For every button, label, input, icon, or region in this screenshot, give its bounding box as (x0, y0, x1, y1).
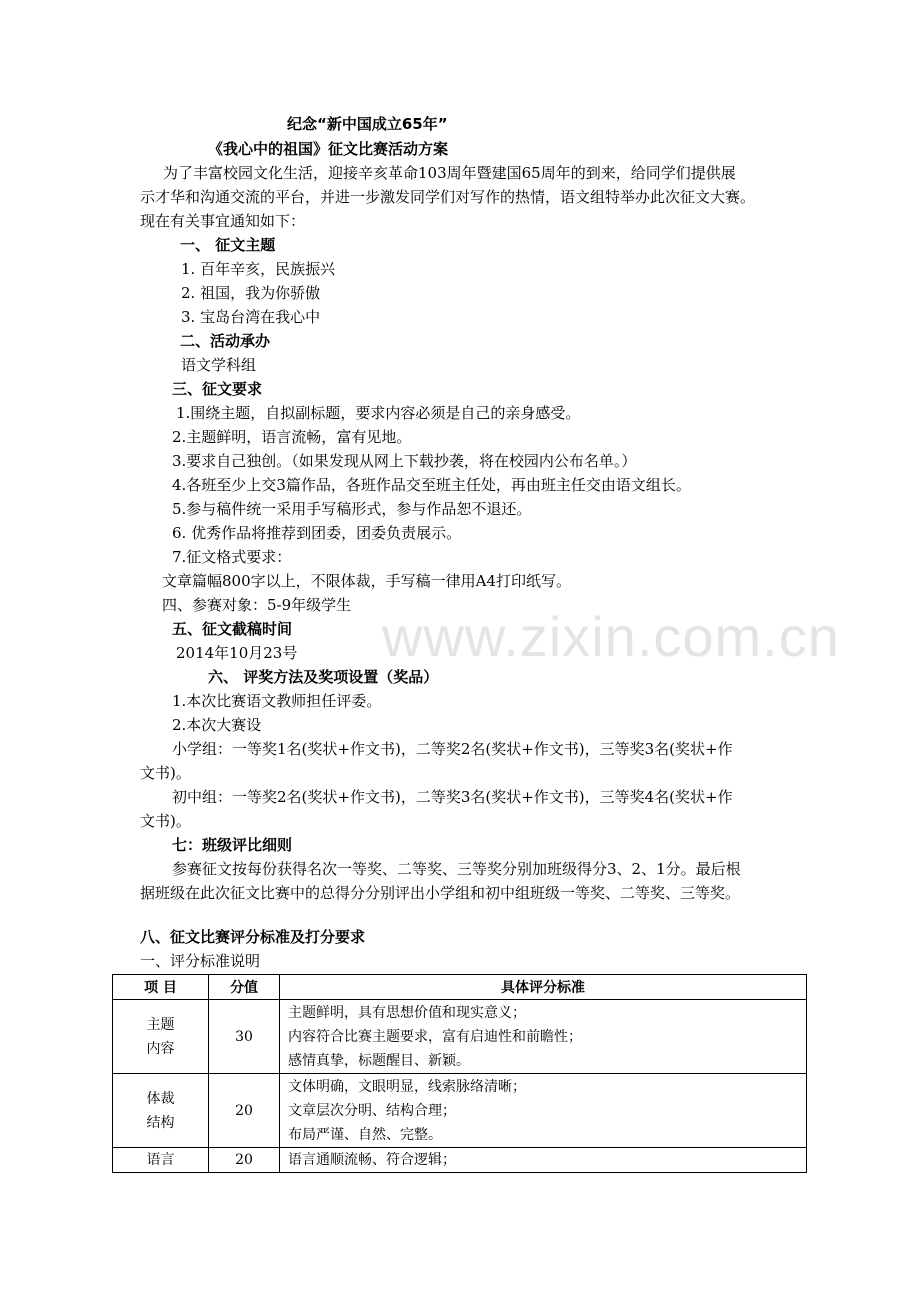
item-label: 体裁 (146, 1090, 175, 1107)
row-score: 20 (209, 1074, 280, 1148)
section8-heading: 八、征文比赛评分标准及打分要求 (140, 928, 366, 946)
row-score: 30 (209, 1000, 280, 1074)
section5-date: 2014年10月23号 (176, 644, 298, 662)
criteria-line: 感情真挚，标题醒目、新颖。 (288, 1052, 470, 1069)
row-criteria (280, 1074, 807, 1148)
header-criteria: 具体评分标准 (280, 975, 807, 1000)
table-header-row (113, 975, 807, 1000)
junior-award-line-1: 初中组：一等奖2名(奖状+作文书)，二等奖3名(奖状+作文书)，三等奖4名(奖状+作 (172, 788, 733, 806)
requirement-format: 文章篇幅800字以上，不限体裁，手写稿一律用A4打印纸写。 (162, 572, 572, 590)
row-item (113, 1074, 209, 1148)
header-score: 分值 (209, 975, 280, 1000)
row-criteria (280, 1148, 807, 1173)
table-row (113, 1000, 807, 1074)
theme-item: 2. 祖国，我为你骄傲 (181, 284, 321, 302)
theme-item: 3. 宝岛台湾在我心中 (181, 308, 321, 326)
title-line-2: 《我心中的祖国》征文比赛活动方案 (208, 140, 449, 158)
requirement-item: 4.各班至少上交3篇作品，各班作品交至班主任处，再由班主任交由语文组长。 (172, 476, 691, 494)
requirement-item: 2.主题鲜明，语言流畅，富有见地。 (172, 428, 412, 446)
intro-line-3: 现在有关事宜通知如下： (140, 212, 306, 230)
section5-heading: 五、征文截稿时间 (172, 620, 293, 638)
requirement-item: 1.围绕主题，自拟副标题，要求内容必须是自己的亲身感受。 (176, 404, 581, 422)
criteria-line: 文章层次分明、结构合理； (288, 1102, 456, 1119)
requirement-item: 5.参与稿件统一采用手写稿形式，参与作品恕不退还。 (172, 500, 532, 518)
row-item (113, 1148, 209, 1173)
item-label: 内容 (146, 1040, 175, 1057)
section8-subheading: 一、评分标准说明 (140, 952, 261, 970)
row-criteria (280, 1000, 807, 1074)
requirement-item: 3.要求自己独创。（如果发现从网上下载抄袭，将在校园内公布名单。） (172, 452, 637, 470)
table-row (113, 1074, 807, 1148)
section1-heading: 一、 征文主题 (180, 236, 276, 254)
award-item-2: 2.本次大赛设 (172, 716, 262, 734)
intro-line-1: 为了丰富校园文化生活，迎接辛亥革命103周年暨建国65周年的到来，给同学们提供展 (163, 164, 736, 182)
title-line-1: 纪念“新中国成立65年” (287, 115, 448, 133)
intro-line-2: 示才华和沟通交流的平台，并进一步激发同学们对写作的热情，语文组特举办此次征文大赛。 (140, 188, 756, 206)
award-item-1: 1.本次比赛语文教师担任评委。 (172, 692, 382, 710)
criteria-line: 内容符合比赛主题要求，富有启迪性和前瞻性； (288, 1028, 582, 1045)
scoring-table (112, 974, 807, 1173)
requirement-item: 6. 优秀作品将推荐到团委，团委负责展示。 (172, 524, 462, 542)
section7-line-2: 据班级在此次征文比赛中的总得分分别评出小学组和初中组班级一等奖、二等奖、三等奖。 (140, 884, 741, 902)
table-row (113, 1148, 807, 1173)
criteria-line: 语言通顺流畅、符合逻辑； (288, 1152, 456, 1168)
section2-body: 语文学科组 (181, 356, 257, 374)
primary-award-line-2: 文书)。 (140, 764, 191, 782)
theme-item: 1. 百年辛亥，民族振兴 (181, 260, 336, 278)
criteria-line: 主题鲜明，具有思想价值和现实意义； (288, 1004, 526, 1021)
item-label: 主题 (146, 1016, 175, 1033)
header-item: 项 目 (113, 975, 209, 1000)
section6-heading: 六、 评奖方法及奖项设置（奖品） (208, 668, 439, 686)
requirement-item: 7.征文格式要求： (172, 548, 292, 566)
item-label: 结构 (146, 1114, 175, 1131)
criteria-line: 文体明确，文眼明显，线索脉络清晰； (288, 1078, 526, 1095)
row-item (113, 1000, 209, 1074)
section2-heading: 二、活动承办 (180, 332, 271, 350)
item-label: 语言 (146, 1152, 175, 1168)
section4-text: 四、参赛对象：5-9年级学生 (162, 596, 352, 614)
row-score: 20 (209, 1148, 280, 1173)
section7-line-1: 参赛征文按每份获得名次一等奖、二等奖、三等奖分别加班级得分3、2、1分。最后根 (172, 860, 741, 878)
section3-heading: 三、征文要求 (172, 380, 263, 398)
junior-award-line-2: 文书)。 (140, 812, 191, 830)
section7-heading: 七：班级评比细则 (172, 836, 293, 854)
watermark: www.zixin.com.cn (382, 605, 840, 668)
primary-award-line-1: 小学组：一等奖1名(奖状+作文书)，二等奖2名(奖状+作文书)，三等奖3名(奖状+作 (172, 740, 733, 758)
criteria-line: 布局严谨、自然、完整。 (288, 1126, 442, 1143)
